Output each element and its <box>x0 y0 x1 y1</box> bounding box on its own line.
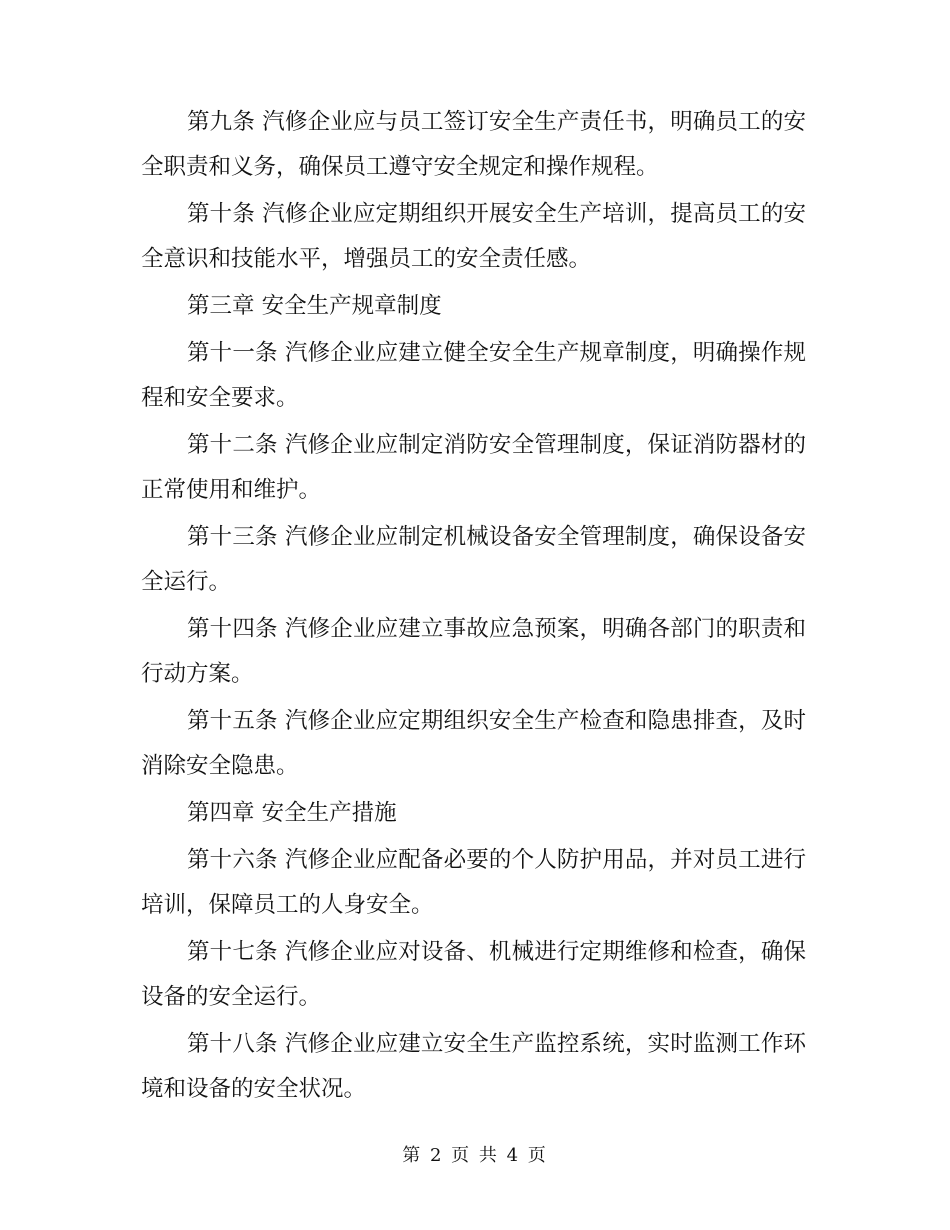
article-12: 第十二条 汽修企业应制定消防安全管理制度，保证消防器材的正常使用和维护。 <box>141 432 806 503</box>
article-17: 第十七条 汽修企业应对设备、机械进行定期维修和检查，确保设备的安全运行。 <box>141 939 806 1010</box>
chapter-3-heading: 第三章 安全生产规章制度 <box>187 293 442 319</box>
article-10: 第十条 汽修企业应定期组织开展安全生产培训，提高员工的安全意识和技能水平，增强员工的安全责任感。 <box>141 201 806 272</box>
article-13: 第十三条 汽修企业应制定机械设备安全管理制度，确保设备安全运行。 <box>141 524 806 595</box>
article-18: 第十八条 汽修企业应建立安全生产监控系统，实时监测工作环境和设备的安全状况。 <box>141 1031 806 1102</box>
document-body <box>141 100 806 1114</box>
page-footer: 第 2 页 共 4 页 <box>402 1145 548 1166</box>
article-16: 第十六条 汽修企业应配备必要的个人防护用品，并对员工进行培训，保障员工的人身安全。 <box>141 847 806 918</box>
article-11: 第十一条 汽修企业应建立健全安全生产规章制度，明确操作规程和安全要求。 <box>141 340 806 411</box>
article-9: 第九条 汽修企业应与员工签订安全生产责任书，明确员工的安全职责和义务，确保员工遵守安全规定和操作规程。 <box>141 109 806 180</box>
article-14: 第十四条 汽修企业应建立事故应急预案，明确各部门的职责和行动方案。 <box>141 616 806 687</box>
chapter-4-heading: 第四章 安全生产措施 <box>187 800 397 826</box>
article-15: 第十五条 汽修企业应定期组织安全生产检查和隐患排查，及时消除安全隐患。 <box>141 708 806 779</box>
